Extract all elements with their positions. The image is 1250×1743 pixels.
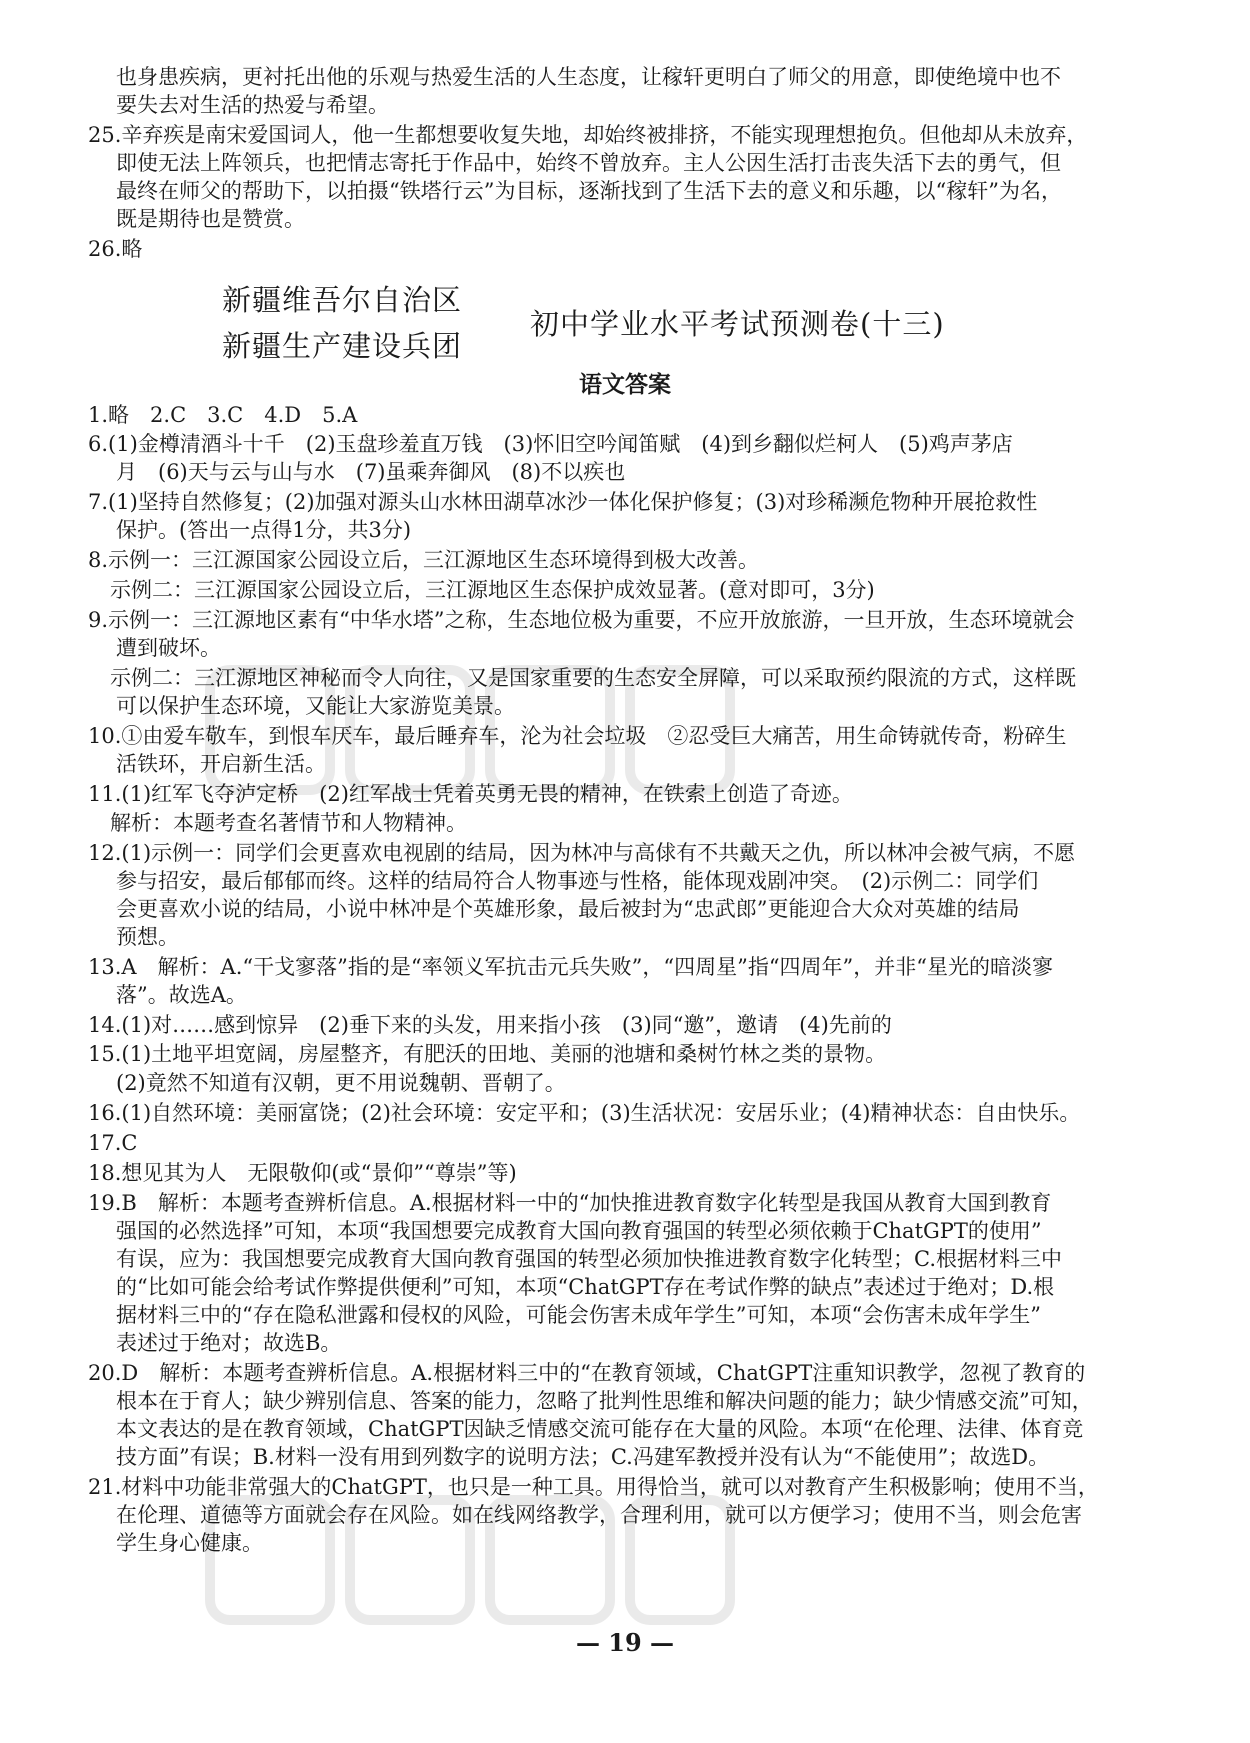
- answer-line: 21.材料中功能非常强大的ChatGPT，也只是一种工具。用得恰当，就可以对教育产生积极影响；使用不当，: [88, 1475, 1099, 1499]
- answer-line: 示例二：三江源地区神秘而令人向往，又是国家重要的生态安全屏障，可以采取预约限流的方式，这样既: [110, 666, 1076, 690]
- answer-line: 可以保护生态环境，又能让大家游览美景。: [116, 694, 515, 718]
- answer-line: 本文表达的是在教育领域，ChatGPT因缺乏情感交流可能存在大量的风险。本项“在伦理、法律、体育竞: [116, 1417, 1084, 1441]
- answer-line: 9.示例一：三江源地区素有“中华水塔”之称，生态地位极为重要，不应开放旅游，一旦开放，生态环境就会: [88, 608, 1075, 632]
- text-line: 要失去对生活的热爱与希望。: [116, 93, 389, 117]
- answer-line: 15.(1)土地平坦宽阔，房屋整齐，有肥沃的田地、美丽的池塘和桑树竹林之类的景物。: [88, 1042, 887, 1066]
- answer-line: 活铁环，开启新生活。: [116, 752, 326, 776]
- answer-line: 17.C: [88, 1131, 138, 1155]
- answer-25: 25.辛弃疾是南宋爱国词人，他一生都想要收复失地，却始终被排挤，不能实现理想抱负。但他却从未放弃，: [88, 123, 1088, 147]
- answer-line: 19.B 解析：本题考查辨析信息。A.根据材料一中的“加快推进教育数字化转型是我国从教育大国到教育: [88, 1191, 1052, 1215]
- section-title: 语文答案: [579, 371, 671, 398]
- answer-line: 16.(1)自然环境：美丽富饶；(2)社会环境：安定平和；(3)生活状况：安居乐业；(4)精神状态：自由快乐。: [88, 1101, 1081, 1125]
- answer-line: 13.A 解析：A.“干戈寥落”指的是“率领义军抗击元兵失败”，“四周星”指“四周年”，并非“星光的暗淡寥: [88, 955, 1054, 979]
- answer-line: (2)竟然不知道有汉朝，更不用说魏朝、晋朝了。: [116, 1071, 566, 1095]
- answer-line: 在伦理、道德等方面就会存在风险。如在线网络教学，合理利用，就可以方便学习；使用不当，则会危害: [116, 1503, 1082, 1527]
- text-line: 最终在师父的帮助下，以拍摄“铁塔行云”为目标，逐渐找到了生活下去的意义和乐趣，以“稼轩”为名，: [116, 179, 1062, 203]
- text-line: 即使无法上阵领兵，也把情志寄托于作品中，始终不曾放弃。主人公因生活打击丧失活下去的勇气，但: [116, 151, 1061, 175]
- answer-line: 保护。(答出一点得1分，共3分): [116, 518, 412, 542]
- answer-line: 据材料三中的“存在隐私泄露和侵权的风险，可能会伤害未成年学生”可知，本项“会伤害未成年学生”: [116, 1303, 1041, 1327]
- answer-line: 预想。: [116, 925, 179, 949]
- answer-line: 月 (6)天与云与山与水 (7)虽乘奔御风 (8)不以疾也: [116, 460, 626, 484]
- answer-line: 的“比如可能会给考试作弊提供便利”可知，本项“ChatGPT存在考试作弊的缺点”表述过于绝对；D.根: [116, 1275, 1055, 1299]
- answer-line: 10.①由爱车敬车，到恨车厌车，最后睡弃车，沦为社会垃圾 ②忍受巨大痛苦，用生命铸就传奇，粉碎生: [88, 724, 1067, 748]
- answer-line: 6.(1)金樽清酒斗十千 (2)玉盘珍羞直万钱 (3)怀旧空吟闻笛赋 (4)到乡翻似烂柯人 (5)鸡声茅店: [88, 432, 1013, 456]
- answer-line: 参与招安，最后郁郁而终。这样的结局符合人物事迹与性格，能体现戏剧冲突。 (2)示例二：同学们: [116, 869, 1039, 893]
- answer-line: 18.想见其为人 无限敬仰(或“景仰”“尊崇”等): [88, 1161, 517, 1185]
- text-line: 也身患疾病，更衬托出他的乐观与热爱生活的人生态度，让稼轩更明白了师父的用意，即使绝境中也不: [116, 65, 1061, 89]
- answer-line: 根本在于育人；缺少辨别信息、答案的能力，忽略了批判性思维和解决问题的能力；缺少情感交流”可知，: [116, 1389, 1093, 1413]
- answer-line: 示例二：三江源国家公园设立后，三江源地区生态保护成效显著。(意对即可，3分): [110, 578, 875, 602]
- answer-line: 学生身心健康。: [116, 1531, 263, 1555]
- answer-line: 解析：本题考查名著情节和人物精神。: [110, 811, 467, 835]
- answer-26: 26.略: [88, 237, 143, 261]
- exam-header: [222, 276, 1042, 376]
- region-name-2: 新疆生产建设兵团: [222, 329, 463, 363]
- answer-line: 7.(1)坚持自然修复；(2)加强对源头山水林田湖草冰沙一体化保护修复；(3)对珍稀濒危物种开展抢救性: [88, 490, 1038, 514]
- answer-line: 落”。故选A。: [116, 983, 247, 1007]
- answer-line: 有误，应为：我国想要完成教育大国向教育强国的转型必须加快推进教育数字化转型；C.根据材料三中: [116, 1247, 1062, 1271]
- answer-line: 技方面”有误；B.材料一没有用到列数字的说明方法；C.冯建军教授并没有认为“不能使用”；故选D。: [116, 1445, 1050, 1469]
- answer-line: 11.(1)红军飞夺泸定桥 (2)红军战士凭着英勇无畏的精神，在铁索上创造了奇迹。: [88, 782, 853, 806]
- answer-line: 遭到破坏。: [116, 636, 221, 660]
- answer-line: 14.(1)对……感到惊异 (2)垂下来的头发，用来指小孩 (3)同“邀”，邀请 (4)先前的: [88, 1013, 892, 1037]
- answer-line: 12.(1)示例一：同学们会更喜欢电视剧的结局，因为林冲与高俅有不共戴天之仇，所以林冲会被气病，不愿: [88, 841, 1076, 865]
- region-name-1: 新疆维吾尔自治区: [222, 283, 463, 317]
- answer-line: 1.略 2.C 3.C 4.D 5.A: [88, 403, 358, 427]
- answer-line: 20.D 解析：本题考查辨析信息。A.根据材料三中的“在教育领域，ChatGPT注重知识教学，忽视了教育的: [88, 1361, 1086, 1385]
- exam-title: 初中学业水平考试预测卷(十三): [530, 307, 945, 341]
- text-line: 既是期待也是赞赏。: [116, 207, 305, 231]
- page-number: — 19 —: [575, 1628, 675, 1657]
- answer-line: 强国的必然选择”可知，本项“我国想要完成教育大国向教育强国的转型必须依赖于ChatGPT的使用”: [116, 1219, 1042, 1243]
- answer-line: 会更喜欢小说的结局，小说中林冲是个英雄形象，最后被封为“忠武郎”更能迎合大众对英雄的结局: [116, 897, 1020, 921]
- answer-line: 表述过于绝对；故选B。: [116, 1331, 342, 1355]
- answer-line: 8.示例一：三江源国家公园设立后，三江源地区生态环境得到极大改善。: [88, 548, 760, 572]
